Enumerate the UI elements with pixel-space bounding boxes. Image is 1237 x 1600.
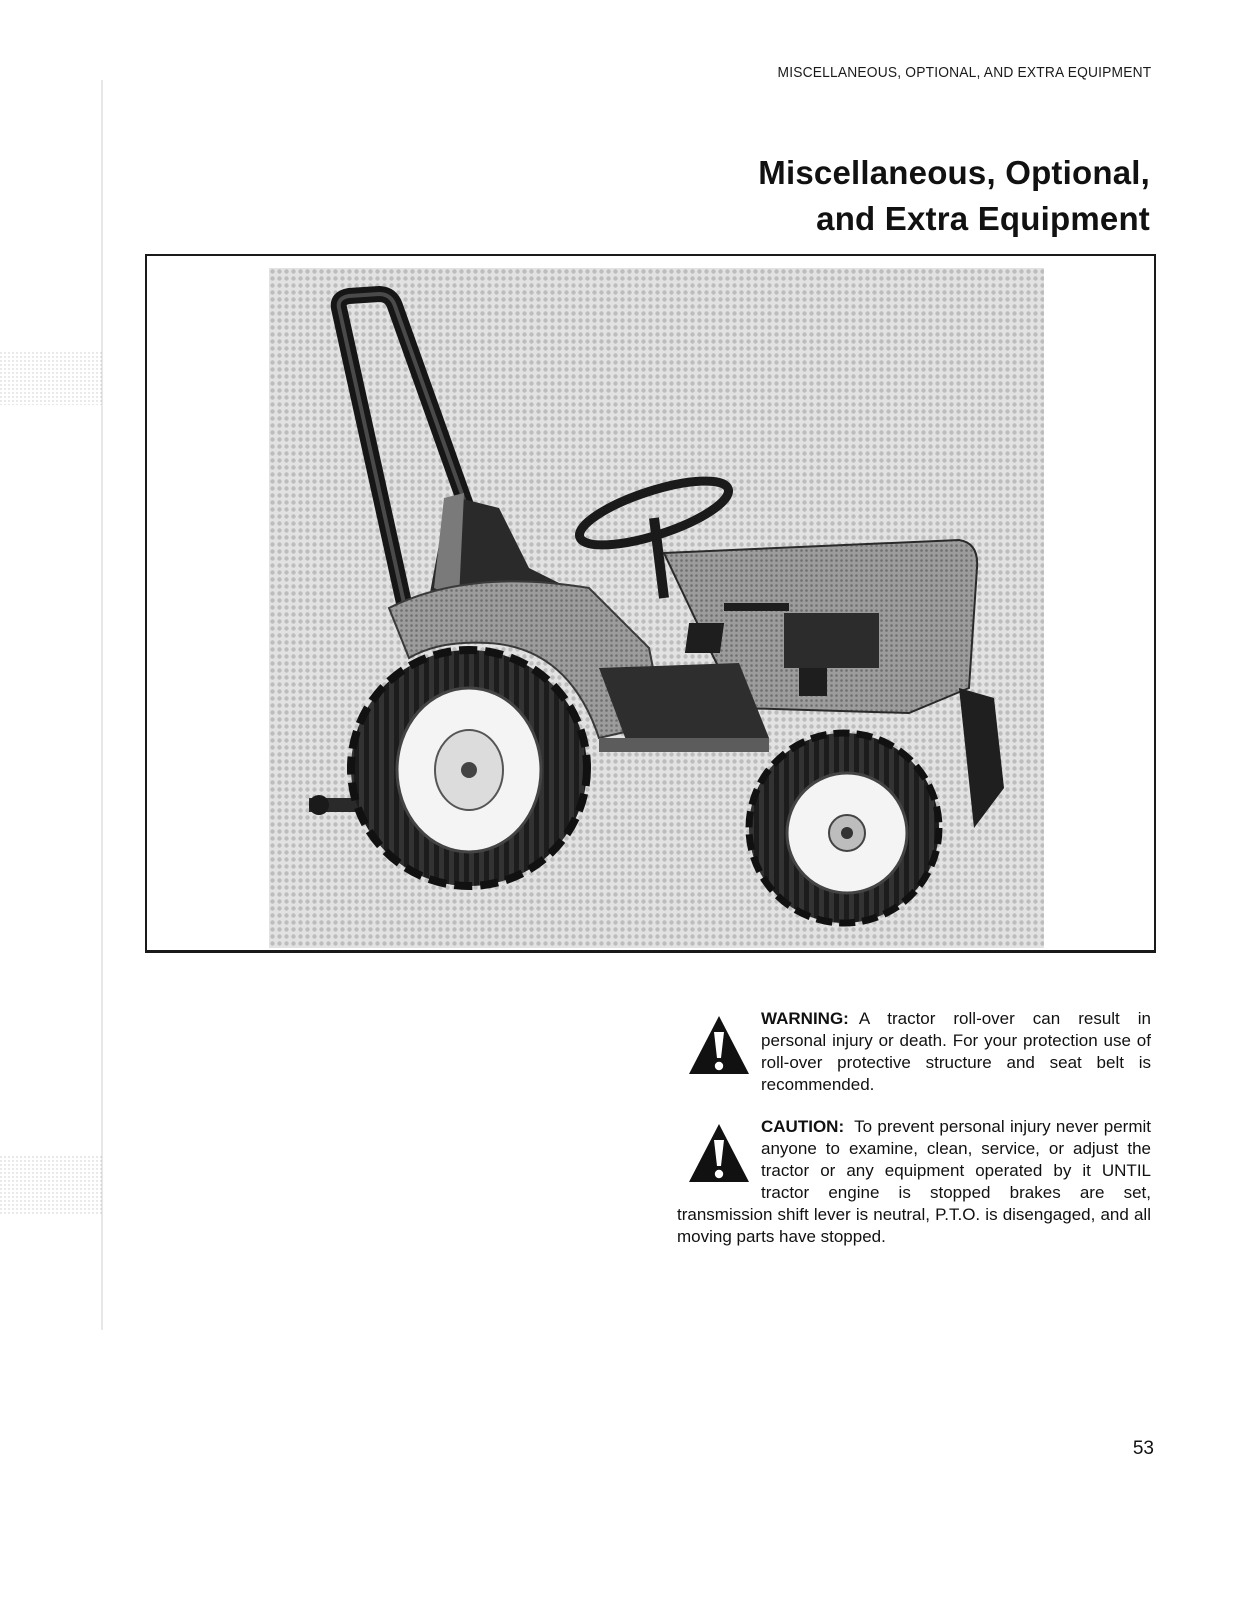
compact-tractor-photo-icon [269,268,1044,948]
warning-notice [677,1008,1151,1096]
page-title [758,150,1150,242]
warning-text: A tractor roll-over can result in personal injury or death. For your protection use of roll-over protective structure and seat belt is recommended. [761,1009,1151,1094]
page-title-line-2: and Extra Equipment [816,200,1150,237]
warning-triangle-icon [687,1014,751,1076]
page-number: 53 [1132,1438,1154,1459]
figure-frame [145,254,1156,953]
running-header: MISCELLANEOUS, OPTIONAL, AND EXTRA EQUIPMENT [777,64,1151,81]
caution-text: To prevent personal injury never permit anyone to examine, clean, service, or adjust the tractor or any equipment operated by it UNTIL tractor engine is stopped brakes are set, transmission shift lever is neutral, P.T.O. is disengaged, and all moving parts have stopped. [677,1117,1151,1246]
caution-label: CAUTION: [761,1117,845,1136]
warning-label: WARNING: [761,1009,849,1028]
scan-edge-artifact [0,0,108,1600]
tractor-photo [269,268,1044,948]
caution-notice [677,1116,1151,1248]
warning-triangle-icon [687,1122,751,1184]
page-title-line-1: Miscellaneous, Optional, [758,154,1150,191]
